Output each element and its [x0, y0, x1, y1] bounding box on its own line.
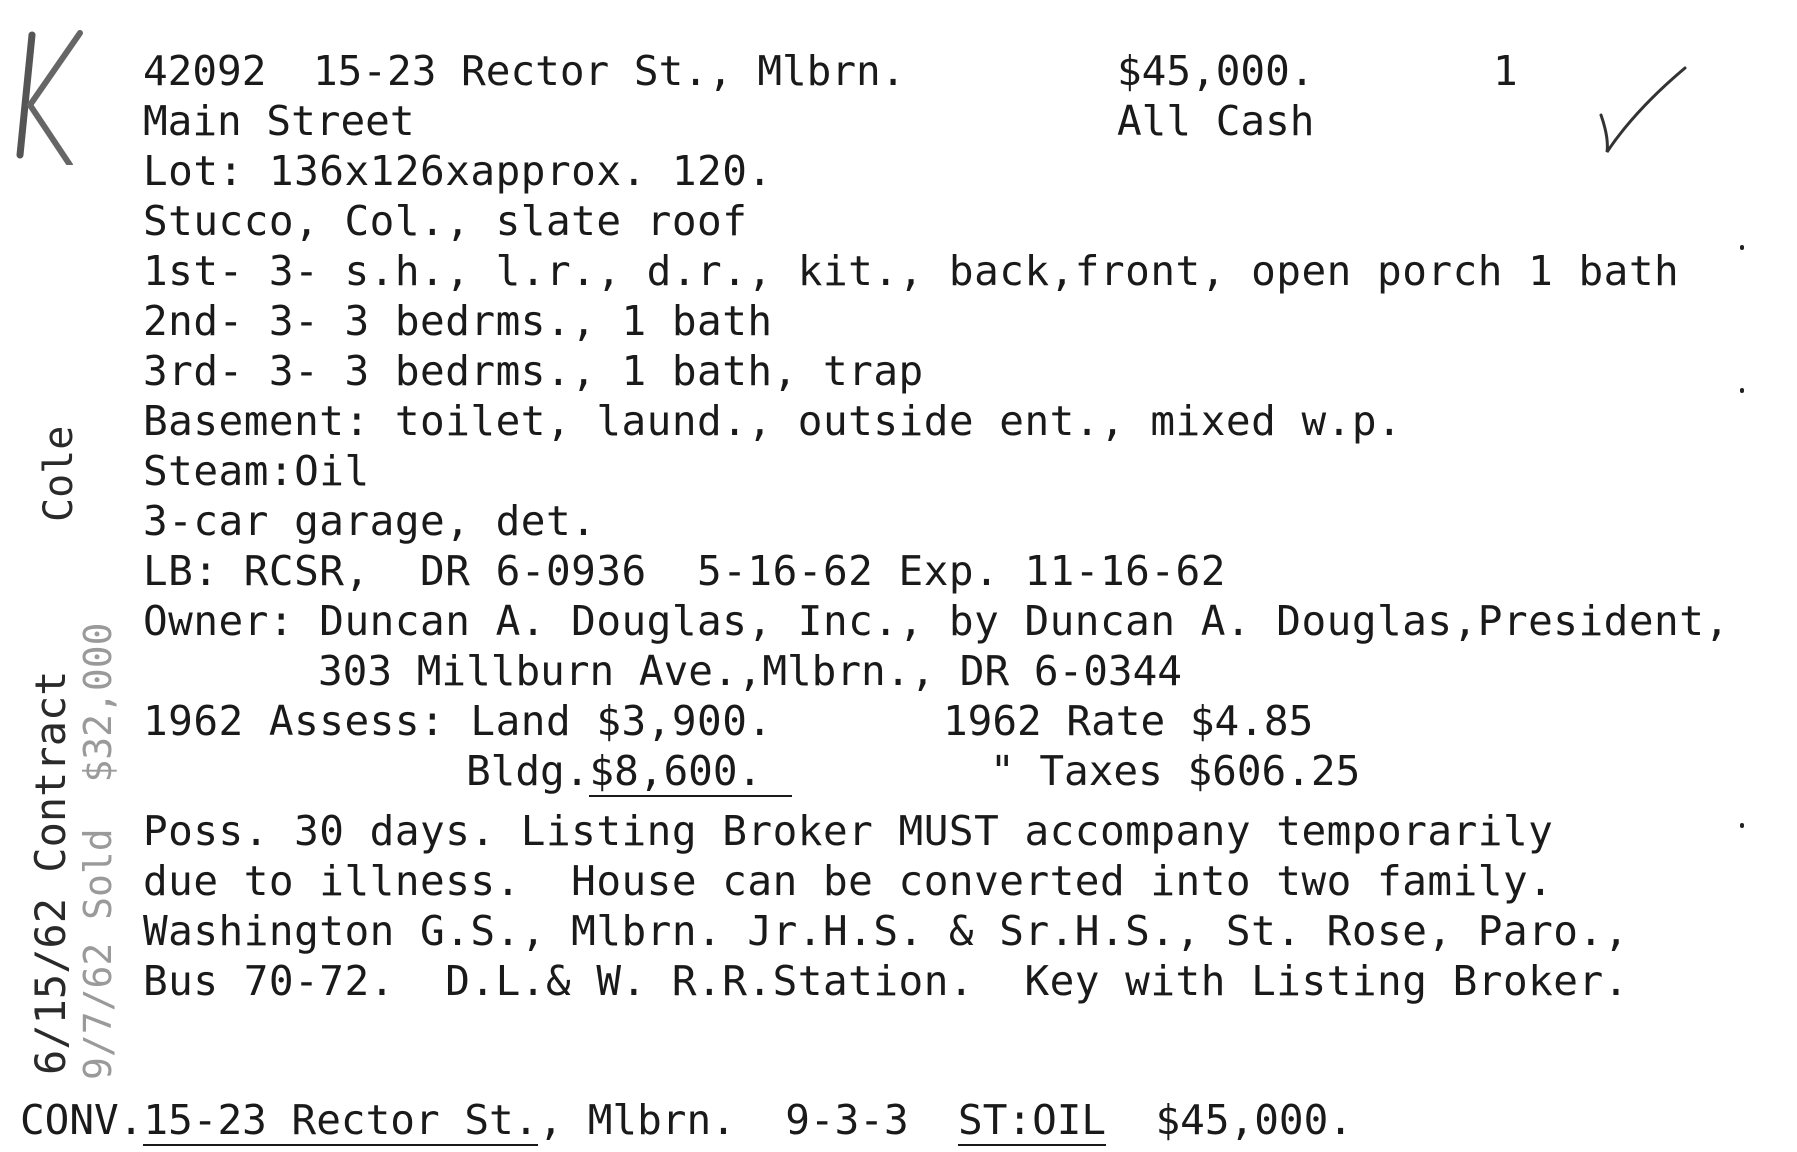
paper-speck [1740, 388, 1744, 393]
summary-prefix: CONV. [20, 1096, 144, 1144]
tax-rate: 1962 Rate $4.85 [943, 697, 1314, 745]
garage: 3-car garage, det. [143, 497, 597, 545]
assessment-land: 1962 Assess: Land $3,900. [143, 697, 773, 745]
bldg-label: Bldg. [466, 747, 590, 795]
first-floor: 1st- 3- s.h., l.r., d.r., kit., back,front, open porch 1 bath [143, 247, 1680, 295]
margin-note-sold: 9/7/62 Sold $32,000 [76, 622, 120, 1080]
listing-broker: LB: RCSR, DR 6-0936 5-16-62 Exp. 11-16-62 [143, 547, 1226, 595]
remark-line: due to illness. House can be converted into two family. [143, 857, 1554, 905]
check-mark-icon [1595, 60, 1690, 160]
card-number: 1 [1493, 47, 1518, 95]
property-address: 15-23 Rector St., Mlbrn. [313, 47, 906, 95]
bldg-value: $8,600. [589, 747, 792, 797]
handwritten-k-initial [10, 25, 90, 165]
summary-line [20, 1095, 1353, 1145]
lot-size: Lot: 136x126xapprox. 120. [143, 147, 773, 195]
owner: Owner: Duncan A. Douglas, Inc., by Duncan A. Douglas,President, [143, 597, 1730, 645]
summary-heat: ST:OIL [958, 1096, 1107, 1144]
third-floor: 3rd- 3- 3 bedrms., 1 bath, trap [143, 347, 924, 395]
remark-line: Poss. 30 days. Listing Broker MUST accompany temporarily [143, 807, 1554, 855]
owner-address: 303 Millburn Ave.,Mlbrn., DR 6-0344 [318, 647, 1182, 695]
summary-price: $45,000. [1106, 1096, 1353, 1144]
remark-line: Bus 70-72. D.L.& W. R.R.Station. Key with Listing Broker. [143, 957, 1629, 1005]
margin-note-cole: Cole [36, 425, 82, 522]
margin-note-contract: 6/15/62 Contract [26, 670, 75, 1075]
paper-speck [1740, 823, 1744, 828]
financing-terms: All Cash [1117, 97, 1315, 145]
basement: Basement: toilet, laund., outside ent., mixed w.p. [143, 397, 1403, 445]
asking-price: $45,000. [1117, 47, 1315, 95]
remark-line: Washington G.S., Mlbrn. Jr.H.S. & Sr.H.S., St. Rose, Paro., [143, 907, 1629, 955]
taxes: " Taxes $606.25 [990, 747, 1361, 795]
assessment-building [466, 746, 792, 796]
listing-number: 42092 [143, 47, 267, 95]
summary-address: 15-23 Rector St. [143, 1096, 539, 1144]
paper-speck [1740, 245, 1744, 250]
summary-details: , Mlbrn. 9-3-3 [538, 1096, 959, 1144]
heating: Steam:Oil [143, 447, 370, 495]
street-name: Main Street [143, 97, 415, 145]
second-floor: 2nd- 3- 3 bedrms., 1 bath [143, 297, 773, 345]
construction: Stucco, Col., slate roof [143, 197, 748, 245]
